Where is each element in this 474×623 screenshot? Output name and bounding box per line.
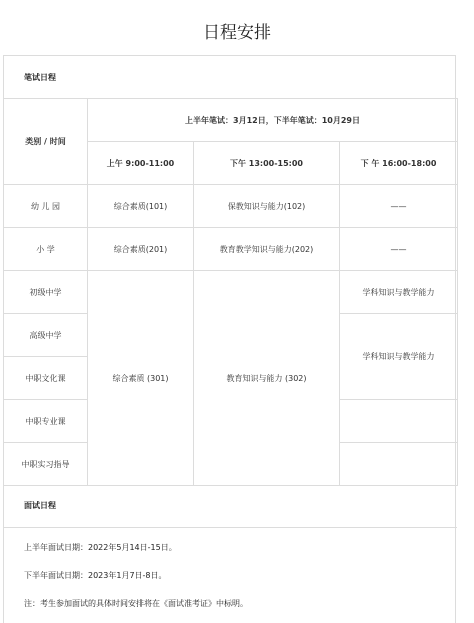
- session-evening-header: 下 午 16:00-18:00: [340, 142, 458, 185]
- primary-evening-subject: ——: [340, 228, 458, 271]
- interview-second-half-date: 下半年面试日期：2023年1月7日-8日。: [24, 571, 167, 580]
- category-senior-high: 高级中学: [4, 314, 88, 357]
- secondary-afternoon-subject: 教育知识与能力 (302): [194, 271, 340, 486]
- kindergarten-afternoon-subject: 保教知识与能力(102): [194, 185, 340, 228]
- kindergarten-morning-subject: 综合素质(101): [88, 185, 194, 228]
- secondary-morning-subject: 综合素质 (301): [88, 271, 194, 486]
- session-morning-header: 上午 9:00-11:00: [88, 142, 194, 185]
- table-row: [4, 228, 458, 271]
- page-title: 日程安排: [203, 23, 271, 43]
- senior-high-evening-subject: 学科知识与教学能力: [340, 314, 458, 400]
- category-kindergarten: 幼 儿 园: [4, 185, 88, 228]
- interview-first-half-date: 上半年面试日期：2022年5月14日-15日。: [24, 543, 177, 552]
- interview-note: 注：考生参加面试的具体时间安排将在《面试准考证》中标明。: [24, 599, 248, 608]
- category-primary: 小 学: [4, 228, 88, 271]
- category-vocational-internship: 中职实习指导: [4, 443, 88, 486]
- primary-morning-subject: 综合素质(201): [88, 228, 194, 271]
- schedule-panel: [3, 55, 456, 623]
- kindergarten-evening-subject: ——: [340, 185, 458, 228]
- category-time-header: 类别 / 时间: [4, 99, 88, 185]
- written-exam-table: [3, 98, 458, 486]
- table-row: [4, 271, 458, 314]
- category-vocational-culture: 中职文化课: [4, 357, 88, 400]
- category-junior-high: 初级中学: [4, 271, 88, 314]
- exam-dates-header: 上半年笔试：3月12日，下半年笔试：10月29日: [88, 99, 458, 142]
- empty-cell: [340, 443, 458, 486]
- category-vocational-professional: 中职专业课: [4, 400, 88, 443]
- primary-afternoon-subject: 教育教学知识与能力(202): [194, 228, 340, 271]
- interview-heading: 面试日程: [24, 501, 56, 510]
- table-row: [4, 185, 458, 228]
- empty-cell: [340, 400, 458, 443]
- junior-high-evening-subject: 学科知识与教学能力: [340, 271, 458, 314]
- session-afternoon-header: 下午 13:00-15:00: [194, 142, 340, 185]
- written-exam-heading: 笔试日程: [24, 73, 56, 82]
- divider: [3, 527, 457, 528]
